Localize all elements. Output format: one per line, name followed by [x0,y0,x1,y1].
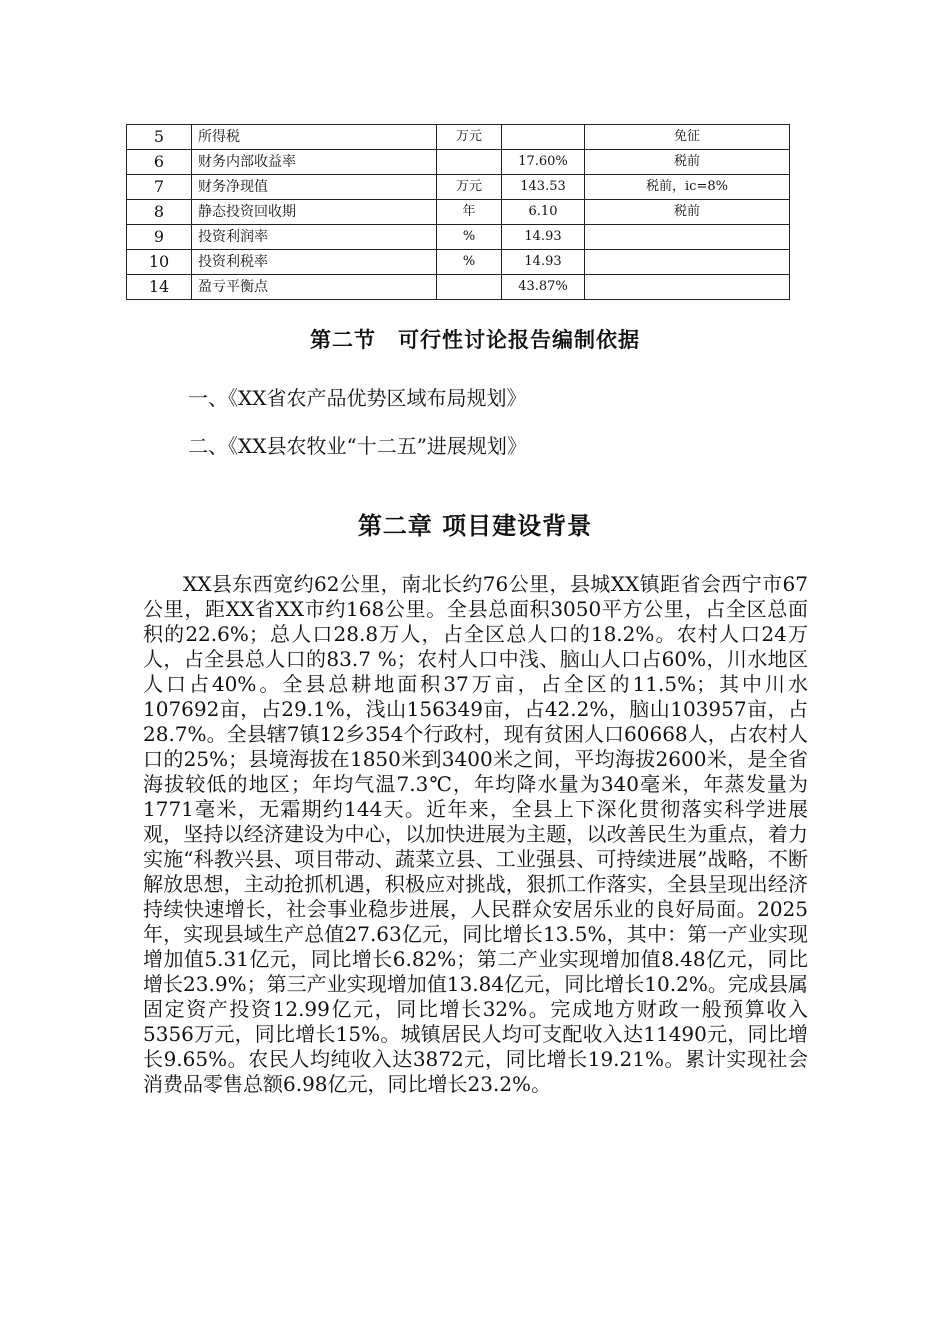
indicator-note [585,250,790,275]
table-row [127,250,790,275]
indicator-note [585,225,790,250]
row-number: 14 [127,275,192,300]
indicator-name: 所得税 [192,125,437,150]
chapter-paragraph: XX县东西宽约62公里，南北长约76公里，县城XX镇距省会西宁市67公里，距XX省XX市约168公里。全县总面积3050平方公里，占全区总面积的22.6%；总人口28.8万人，占全区总人口的18.2%。农村人口24万人，占全县总人口的83.7 %；农村人口中浅、脑山人口占60%，川水地区人口占40%。全县总耕地面积37万亩，占全区的11.5%；其中川水107692亩，占29.1%，浅山156349亩，占42.2%，脑山103957亩，占28.7%。全县辖7镇12乡354个行政村，现有贫困人口60668人，占农村人口的25%；县境海拔在1850米到3400米之间，平均海拔2600米，是全省海拔较低的地区；年均气温7.3℃，年均降水量为340毫米，年蒸发量为1771毫米，无霜期约144天。近年来，全县上下深化贯彻落实科学进展观，坚持以经济建设为中心，以加快进展为主题，以改善民生为重点，着力实施“科教兴县、项目带动、蔬菜立县、工业强县、可持续进展”战略，不断解放思想，主动抢抓机遇，积极应对挑战，狠抓工作落实，全县呈现出经济持续快速增长，社会事业稳步进展，人民群众安居乐业的良好局面。2025年，实现县域生产总值27.63亿元，同比增长13.5%，其中：第一产业实现增加值5.31亿元，同比增长6.82%；第二产业实现增加值8.48亿元，同比增长23.9%；第三产业实现增加值13.84亿元，同比增长10.2%。完成县属固定资产投资12.99亿元，同比增长32%。完成地方财政一般预算收入5356万元，同比增长15%。城镇居民人均可支配收入达11490元，同比增长9.65%。农民人均纯收入达3872元，同比增长19.21%。累计实现社会消费品零售总额6.98亿元，同比增长23.2%。 [143,572,808,1096]
indicator-value: 17.60% [502,150,585,175]
indicator-note: 免征 [585,125,790,150]
basis-item: 二、《XX县农牧业“十二五”进展规划》 [188,434,527,458]
chapter-title: 第二章 项目建设背景 [357,511,593,540]
indicator-name: 财务净现值 [192,175,437,200]
indicator-value: 6.10 [502,200,585,225]
basis-item: 一、《XX省农产品优势区域布局规划》 [188,386,527,410]
indicator-unit: % [437,225,502,250]
table-row [127,200,790,225]
indicator-name: 财务内部收益率 [192,150,437,175]
section-title: 第二节 可行性讨论报告编制依据 [310,327,640,352]
indicator-note: 税前 [585,150,790,175]
indicator-name: 投资利税率 [192,250,437,275]
indicator-name: 盈亏平衡点 [192,275,437,300]
indicator-value: 143.53 [502,175,585,200]
financial-indicators-table [126,124,790,300]
indicator-unit: 万元 [437,125,502,150]
table-row [127,175,790,200]
indicator-unit: 万元 [437,175,502,200]
row-number: 6 [127,150,192,175]
indicator-value: 43.87% [502,275,585,300]
indicator-unit: % [437,250,502,275]
indicator-note: 税前 [585,200,790,225]
row-number: 8 [127,200,192,225]
table-row [127,225,790,250]
table-row [127,275,790,300]
indicator-note: 税前，ic=8% [585,175,790,200]
row-number: 7 [127,175,192,200]
indicator-value [502,125,585,150]
table-row [127,150,790,175]
row-number: 5 [127,125,192,150]
row-number: 9 [127,225,192,250]
indicator-value: 14.93 [502,250,585,275]
table-row [127,125,790,150]
indicator-unit [437,150,502,175]
indicator-unit: 年 [437,200,502,225]
indicator-name: 投资利润率 [192,225,437,250]
indicator-note [585,275,790,300]
indicator-unit [437,275,502,300]
table-body [127,125,790,300]
row-number: 10 [127,250,192,275]
indicator-name: 静态投资回收期 [192,200,437,225]
indicator-value: 14.93 [502,225,585,250]
